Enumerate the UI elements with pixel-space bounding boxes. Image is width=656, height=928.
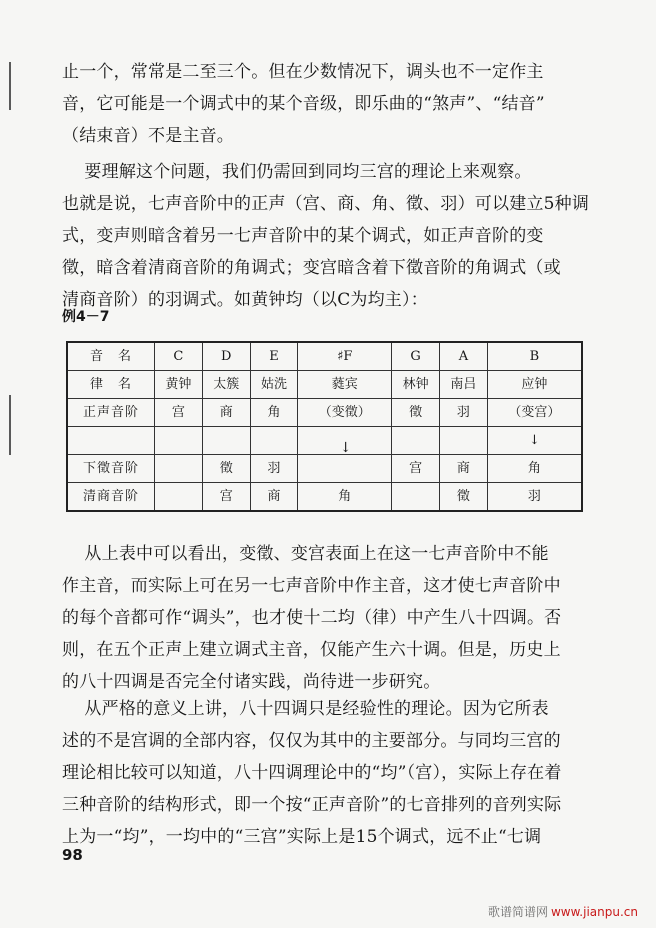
- table-cell: 南吕: [439, 371, 487, 399]
- text-line: 理论相比较可以知道，八十四调理论中的“均”（宫），实际上存在着: [62, 763, 562, 783]
- table-cell: C: [155, 342, 203, 371]
- table-row-lu-names: [67, 371, 582, 399]
- watermark-text: 歌谱简谱网: [487, 905, 548, 919]
- table-cell: [155, 483, 203, 512]
- binding-edge-mark: [9, 395, 11, 455]
- table-cell: 蕤宾: [298, 371, 392, 399]
- paragraph-4: [62, 693, 582, 853]
- paragraph-3: [62, 538, 582, 698]
- example-caption: 例4－7: [62, 309, 110, 325]
- table-cell: [392, 427, 440, 455]
- table-cell: B: [487, 342, 582, 371]
- text-line: 也就是说，七声音阶中的正声（宫、商、角、徵、羽）可以建立5种调: [62, 194, 590, 214]
- table-row-qingshang: [67, 483, 582, 512]
- page-number: 98: [62, 846, 83, 864]
- table-cell: 商: [439, 455, 487, 483]
- paragraph-1: [62, 56, 582, 152]
- table-cell: 角: [298, 483, 392, 512]
- text-line: 述的不是宫调的全部内容，仅仅为其中的主要部分。与同均三宫的: [62, 731, 561, 751]
- table-cell: [392, 483, 440, 512]
- row-header: 音 名: [67, 342, 155, 371]
- text-line: 作主音，而实际上可在另一七声音阶中作主音，这才使七声音阶中: [62, 576, 561, 596]
- scale-table: [66, 341, 583, 512]
- text-line: 从上表中可以看出，变徵、变宫表面上在这一七声音阶中不能: [62, 544, 549, 564]
- text-line: 从严格的意义上讲，八十四调只是经验性的理论。因为它所表: [62, 699, 549, 719]
- text-line: 式，变声则暗含着另一七声音阶中的某个调式，如正声音阶的变: [62, 226, 544, 246]
- row-header: 正声音阶: [67, 399, 155, 427]
- table-cell: （变徵）: [298, 399, 392, 427]
- table-row-note-names: [67, 342, 582, 371]
- table-cell: D: [202, 342, 250, 371]
- table-cell: A: [439, 342, 487, 371]
- table-cell: 黄钟: [155, 371, 203, 399]
- table-cell: （变宫）: [487, 399, 582, 427]
- table-cell: E: [250, 342, 298, 371]
- table-cell: [202, 427, 250, 455]
- table-cell: 商: [250, 483, 298, 512]
- text-line: 上为一“均”，一均中的“三宫”实际上是15个调式，远不止“七调: [62, 827, 542, 847]
- table-cell: 宫: [155, 399, 203, 427]
- table-cell: 宫: [392, 455, 440, 483]
- table-cell: 角: [250, 399, 298, 427]
- table-cell: [439, 427, 487, 455]
- table-cell: 应钟: [487, 371, 582, 399]
- table-cell: 角: [487, 455, 582, 483]
- table-cell: 姑洗: [250, 371, 298, 399]
- paragraph-2: [62, 156, 590, 316]
- table-cell: 羽: [250, 455, 298, 483]
- table-cell: 徵: [392, 399, 440, 427]
- table-cell: 太簇: [202, 371, 250, 399]
- row-header: 律 名: [67, 371, 155, 399]
- site-watermark: [488, 903, 638, 920]
- text-line: 要理解这个问题，我们仍需回到同均三宫的理论上来观察。: [62, 162, 532, 182]
- text-line: 的八十四调是否完全付诸实践，尚待进一步研究。: [62, 672, 441, 692]
- down-arrow-cell: [298, 440, 392, 483]
- table-cell: 商: [202, 399, 250, 427]
- table-cell: 徵: [202, 455, 250, 483]
- binding-edge-mark: [9, 62, 11, 110]
- table-cell: 宫: [202, 483, 250, 512]
- row-header: 下徵音阶: [67, 455, 155, 483]
- text-line: （结束音）不是主音。: [62, 126, 234, 146]
- row-header: [67, 427, 155, 455]
- text-line: 音，它可能是一个调式中的某个音级，即乐曲的“煞声”、“结音”: [62, 94, 545, 114]
- text-line: 清商音阶）的羽调式。如黄钟均（以C为均主）：: [62, 290, 428, 310]
- table-cell: ♯F: [298, 342, 392, 371]
- table-cell: [155, 427, 203, 455]
- table-cell: G: [392, 342, 440, 371]
- table-cell: 林钟: [392, 371, 440, 399]
- watermark-url: www.jianpu.cn: [550, 905, 638, 919]
- table-cell: [250, 427, 298, 455]
- table-cell: [155, 455, 203, 483]
- row-header: 清商音阶: [67, 483, 155, 512]
- down-arrow-cell: ↓: [487, 427, 582, 455]
- text-line: 的每个音都可作“调头”，也才使十二均（律）中产生八十四调。否: [62, 608, 562, 628]
- table-row-arrow: [67, 427, 582, 455]
- table-row-zhengsheng: [67, 399, 582, 427]
- text-line: 三种音阶的结构形式，即一个按“正声音阶”的七音排列的音列实际: [62, 795, 562, 815]
- text-line: 徵，暗含着清商音阶的角调式；变宫暗含着下徵音阶的角调式（或: [62, 258, 561, 278]
- table-cell: 徵: [439, 483, 487, 512]
- down-arrow-icon: ↓: [339, 440, 352, 456]
- text-line: 止一个，常常是二至三个。但在少数情况下，调头也不一定作主: [62, 62, 544, 82]
- table-cell: 羽: [487, 483, 582, 512]
- text-line: 则，在五个正声上建立调式主音，仅能产生六十调。但是，历史上: [62, 640, 561, 660]
- table-cell: 羽: [439, 399, 487, 427]
- table-row-xiazhi: [67, 455, 582, 483]
